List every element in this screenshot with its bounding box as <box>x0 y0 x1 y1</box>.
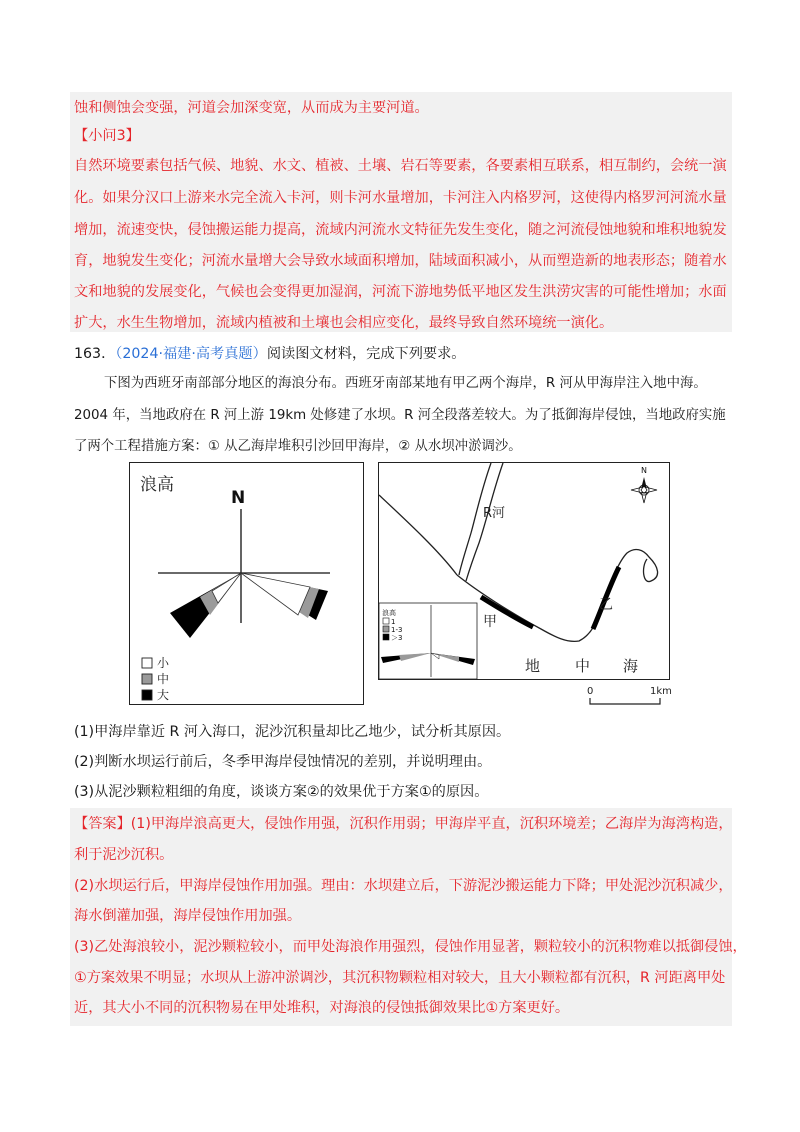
legend-swatch-small <box>142 658 152 668</box>
sub3-answer-line: 扩大，水生生物增加，流域内植被和土壤也会相应变化，最终导致自然环境统一演化。 <box>74 315 614 331</box>
inset-legend-label: ＞3 <box>391 634 403 642</box>
answer-line: (3)乙处海浪较小，泥沙颗粒较小，而甲处海浪作用强烈，侵蚀作用显著，颗粒较小的沉积物难以抵御侵蚀， <box>74 939 747 955</box>
scale-bar-svg <box>582 680 672 710</box>
sw-wave-wedge-small <box>212 573 241 603</box>
question-number: 163． <box>74 346 116 362</box>
sub-question-2: (2)判断水坝运行前后，冬季甲海岸侵蚀情况的差别，并说明理由。 <box>74 754 492 770</box>
compass-icon <box>631 466 657 503</box>
material-line: 了两个工程措施方案：① 从乙海岸堆积引沙回甲海岸，② 从水坝冲淤调沙。 <box>74 439 522 454</box>
question-header <box>74 344 730 364</box>
answer-label: 【答案】 <box>74 816 131 832</box>
north-label: N <box>231 488 246 508</box>
legend-swatch-medium <box>142 674 152 684</box>
answer-line: 海水倒灌加强，海岸侵蚀作用加强。 <box>74 908 302 924</box>
coastline-map-svg <box>379 463 669 679</box>
sub3-answer-line: 育，地貌发生变化；河流水量增大会导致水域面积增加，陆域面积减小，从而塑造新的地表形态；随着水 <box>74 253 727 269</box>
answer-line: (2)水坝运行后，甲海岸侵蚀作用加强。理由：水坝建立后，下游泥沙搬运能力下降；甲处泥沙沉积减少， <box>74 878 733 894</box>
answer-line: 近，其大小不同的沉积物易在甲处堆积，对海浪的侵蚀抵御效果比①方案更好。 <box>74 1000 570 1016</box>
answer-line-1: 【答案】(1)甲海岸浪高更大，侵蚀作用强，沉积作用弱；甲海岸平直，沉积环境差；乙海岸为海湾构造， <box>74 816 733 832</box>
question-instruction: 阅读图文材料，完成下列要求。 <box>266 346 466 362</box>
sea-label-char: 地 <box>525 657 541 675</box>
sub3-answer-line: 化。如果分汉口上游来水完全流入卡河，则卡河水量增加，卡河注入内格罗河，这使得内格罗河河流水量 <box>74 190 727 206</box>
answer-line: ①方案效果不明显；水坝从上游冲淤调沙，其沉积物颗粒相对较大，且大小颗粒都有沉积，R 河距离甲处 <box>74 970 726 986</box>
answer-continuation-line: 蚀和侧蚀会变强，河道会加深变宽，从而成为主要河道。 <box>74 100 429 116</box>
coastline-map-figure <box>378 462 670 680</box>
wave-rose-title: 浪高 <box>140 475 174 495</box>
scale-bar <box>582 680 672 710</box>
inset-wave-rose <box>379 603 477 679</box>
inset-title: 浪高 <box>382 609 396 617</box>
river-bank-b <box>466 463 506 581</box>
sea-label-char: 中 <box>575 657 591 675</box>
river-bank-west <box>379 495 457 575</box>
wave-height-rose-figure <box>129 462 364 705</box>
sea-label-char: 海 <box>623 657 639 675</box>
legend-label-medium: 中 <box>157 672 170 686</box>
legend-label-large: 大 <box>157 688 170 702</box>
sub3-answer-line: 文和地貌的发展变化，气候也会变得更加湿润，河流下游地势低平地区发生洪涝灾害的可能性增加；水面 <box>74 284 727 300</box>
svg-text:N: N <box>641 466 647 475</box>
material-line: 2004 年，当地政府在 R 河上游 19km 处修建了水坝。R 河全段落差较大。为了抵御海岸侵蚀，当地政府实施 <box>74 408 726 423</box>
se-wave-wedge-small <box>241 573 310 615</box>
river-label: R河 <box>483 506 506 521</box>
coast-a-label: 甲 <box>483 614 497 630</box>
answer-line: 利于泥沙沉积。 <box>74 847 174 863</box>
sub-question-3: (3)从泥沙颗粒粗细的角度，谈谈方案②的效果优于方案①的原因。 <box>74 784 489 800</box>
sub3-answer-line: 增加，流速变快，侵蚀搬运能力提高，流域内河流水文特征先发生变化，随之河流侵蚀地貌和堆积地貌发 <box>74 222 727 238</box>
question-source: （2024·福建·高考真题） <box>115 346 267 362</box>
scale-end-label: 1km <box>650 686 672 697</box>
sub-question-3-label: 【小问3】 <box>74 128 140 144</box>
inset-legend-label: 1 <box>391 618 396 626</box>
coast-b-label: 乙 <box>599 597 613 613</box>
inset-legend-label: 1-3 <box>391 626 403 634</box>
sub-question-1: (1)甲海岸靠近 R 河入海口，泥沙沉积量却比乙地少，试分析其原因。 <box>74 724 511 740</box>
scale-start-label: 0 <box>587 686 594 697</box>
legend-label-small: 小 <box>157 656 170 670</box>
material-line: 下图为西班牙南部部分地区的海浪分布。西班牙南部某地有甲乙两个海岸，R 河从甲海岸注入地中海。 <box>104 376 707 391</box>
wave-rose-svg <box>130 463 363 704</box>
sub3-answer-line: 自然环境要素包括气候、地貌、水文、植被、土壤、岩石等要素，各要素相互联系，相互制约，会统一演 <box>74 158 727 174</box>
legend-swatch-large <box>142 690 152 700</box>
